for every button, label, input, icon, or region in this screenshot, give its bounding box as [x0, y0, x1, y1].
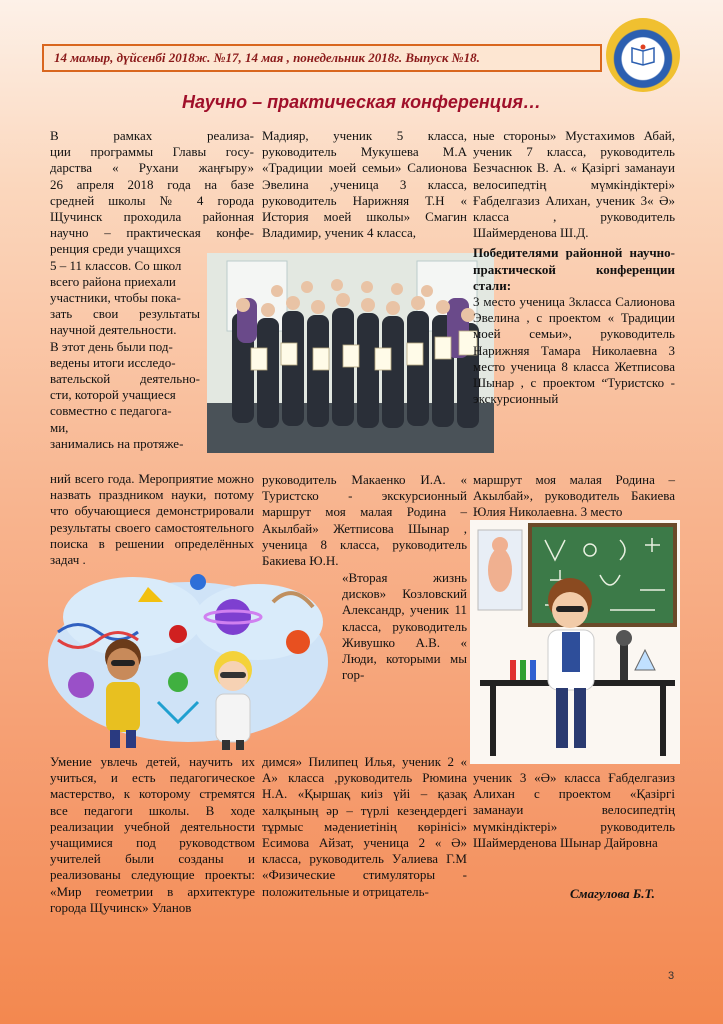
col2-narrow-paragraph: «Вторая жизнь дисков» Козловский Александр, ученик 11 класса, руководитель Живушко А.В. « Люди, которыми мы гор- [342, 570, 467, 683]
column-3-lower [473, 770, 675, 851]
col3-paragraph: ные стороны» Мустахимов Абай, ученик 7 класса, руководитель Безчаснюк В. А. « Қазіргі заманауи велосипедтің мүмкіндіктері» Ғабделгазиз Алихан, ученик 3« Ә» класса , руководитель Шаймерденова Ш.Д. [473, 128, 675, 241]
col1-line: В этот день были под- [50, 338, 173, 354]
col1-line: ведены итоги исследо- [50, 354, 176, 370]
column-2-middle [262, 472, 467, 569]
scientist-icon [470, 520, 680, 764]
col3-paragraph: маршрут моя малая Родина – Акылбай», руководитель Бакиева Юлия Николаевна. 3 место [473, 472, 675, 520]
col1-line: Щучинск проходила районная [50, 209, 254, 225]
col2-paragraph: Мадияр, ученик 5 класса, руководитель Мукушева М.А «Традиции моей семьи» Салионова Эвелина ,ученица 3 класса, руководитель Нарижняя Т.Н « История моей школы» Смагин Владимир, ученик 4 класса, [262, 128, 467, 241]
col2-lower-paragraph: димся» Пилипец Илья, ученик 2 « А» класса ,руководитель Рюмина Н.А. «Қыршақ киіз үйі – қазақ халқының әр – түрлі кезеңдердегі тұрмыс мәдениетінің көрінісі» Есимова Айзат, ученица 2 « Ә» класса, руководитель Уалиева Г.М «Физические стимуляторы - положительные и отрицатель- [262, 754, 467, 899]
col1-line: 26 апреля 2018 года на базе [50, 176, 254, 192]
col1-line: 5 – 11 классов. Со школ [50, 257, 182, 273]
column-2-lower [262, 754, 467, 900]
page-title: Научно – практическая конференция… [182, 92, 541, 112]
science-kids-illustration [38, 562, 338, 752]
column-1-lower [50, 754, 255, 916]
winners-text: 3 место ученица 3класса Салионова Эвелина , с проектом « Традиции моей семьи», руководитель Нарижняя Тамара Николаевна 3 место ученица 8 класса Жетписова Шынар , с проектом “Туристско - экскурсионный [473, 294, 675, 407]
col2-paragraph: руководитель Макаенко И.А. « Туристско - экскурсионный маршрут моя малая Родина – Акылбай» Жетписова Шынар , ученица 8 класса, руководитель Бакиева Ю.Н. [262, 472, 467, 569]
column-3-bottom [473, 472, 675, 521]
science-doodle-icon [38, 562, 338, 752]
col1-line: участники, чтобы пока- [50, 290, 181, 306]
col1-line: ми, [50, 419, 69, 435]
col1-lower-paragraph: Умение увлечь детей, научить их учиться, и есть педагогическое мастерство, к которому стремятся все педагоги школы. В ходе реализации учебной деятельности учащимися под руководством учителей были созданы и реализованы следующие проекты: «Мир геометрии в архитектуре города Щучинск» Уланов [50, 754, 255, 915]
column-1-bottom [50, 471, 254, 568]
book-icon [630, 44, 656, 66]
col1-line-text: дарства « Рухани жаңғыру» [50, 160, 254, 176]
col1-line [50, 160, 254, 176]
col1-line: зать свои результаты [50, 306, 200, 322]
col1-line: сти, которой учащиеся [50, 387, 176, 403]
col1-line: ренция среди учащихся [50, 241, 181, 257]
col1-line: занимались на протяже- [50, 435, 184, 451]
page-number: 3 [668, 970, 675, 982]
col1-line: В рамках реализа- [50, 128, 254, 143]
issue-header [42, 44, 602, 72]
issue-line: 14 мамыр, дүйсенбі 2018ж. №17, 14 мая , понедельник 2018г. Выпуск №18. [54, 50, 480, 65]
winners-heading: Победителями районной научно-практической конференции стали: [473, 245, 675, 293]
col1-line: вательской деятельно- [50, 371, 200, 387]
school-logo-icon [606, 18, 680, 92]
conference-group-photo [207, 253, 494, 453]
column-3-top [473, 128, 675, 407]
col1-line: всего района приехали [50, 273, 176, 289]
col1-line: научной деятельности. [50, 322, 177, 338]
col1-line: научно – практическая конфе- [50, 225, 254, 241]
col1-paragraph: ний всего года. Мероприятие можно назвать праздником науки, потому что обучающиеся демонстрировали результаты своего самостоятельного поиска в решении определённых задач . [50, 471, 254, 568]
column-2-top [262, 128, 467, 241]
col1-line: ции программы Главы госу- [50, 144, 254, 160]
col3-lower-paragraph: ученик 3 «Ә» класса Ғабделгазиз Алихан с проектом «Қазіргі заманауи велосипедтің мүмкіндіктері» руководитель Шаймерденова Шынар Дайровна [473, 770, 675, 850]
col1-line: средней школы № 4 города [50, 192, 254, 208]
col1-line: совместно с педагога- [50, 403, 172, 419]
column-2-narrow [342, 570, 467, 683]
scientist-lab-illustration [470, 520, 680, 764]
group-photo-illustration [207, 253, 494, 453]
author-signature: Смагулова Б.Т. [570, 886, 655, 901]
